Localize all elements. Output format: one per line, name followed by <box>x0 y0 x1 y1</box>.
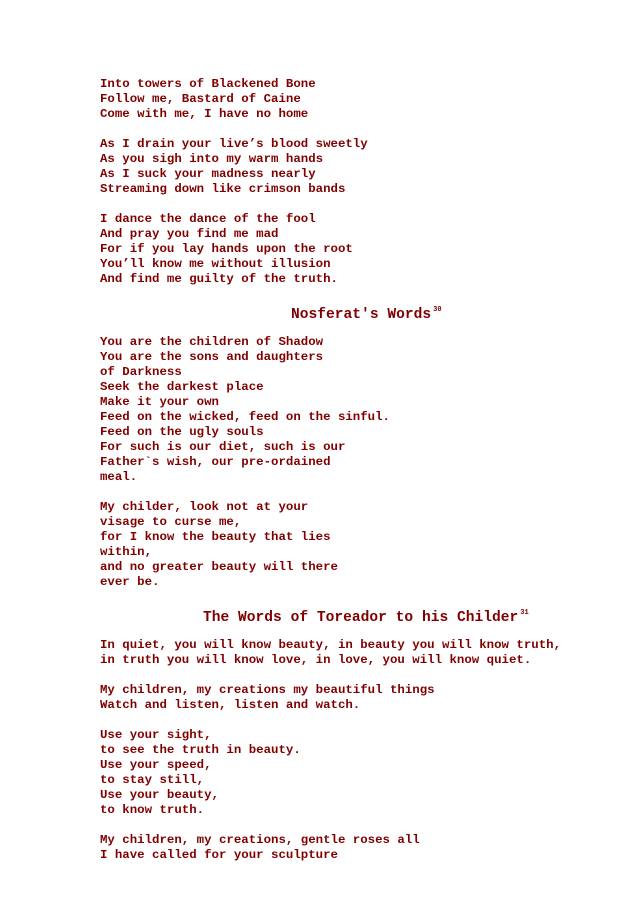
poem-line: Use your sight, <box>100 728 212 742</box>
poem-line: Follow me, Bastard of Caine <box>100 92 301 106</box>
poem-line: within, <box>100 545 153 559</box>
poem-line: For if you lay hands upon the root <box>100 242 353 256</box>
poem-line: Father`s wish, our pre-ordained <box>100 455 331 469</box>
poem-line: Streaming down like crimson bands <box>100 182 346 196</box>
poem-line: in truth you will know love, in love, you will know quiet. <box>100 653 532 667</box>
poem-line: For such is our diet, such is our <box>100 440 346 454</box>
poem-line: In quiet, you will know beauty, in beauty you will know truth, <box>100 638 562 652</box>
section-heading <box>291 301 442 324</box>
poem-line: And pray you find me mad <box>100 227 279 241</box>
poem-line: to see the truth in beauty. <box>100 743 301 757</box>
poem-line: Into towers of Blackened Bone <box>100 77 316 91</box>
poem-line: Use your beauty, <box>100 788 219 802</box>
poem-line: for I know the beauty that lies <box>100 530 331 544</box>
poem-line: Feed on the wicked, feed on the sinful. <box>100 410 390 424</box>
poem-line: My children, my creations my beautiful things <box>100 683 435 697</box>
poem-line: And find me guilty of the truth. <box>100 272 338 286</box>
poem-line: Make it your own <box>100 395 219 409</box>
poem-line: You are the children of Shadow <box>100 335 324 349</box>
poem-line: Feed on the ugly souls <box>100 425 264 439</box>
poem-line: ever be. <box>100 575 160 589</box>
poem-line: Watch and listen, listen and watch. <box>100 698 361 712</box>
poem-line: Come with me, I have no home <box>100 107 309 121</box>
poem-line: You are the sons and daughters <box>100 350 324 364</box>
poem-line: of Darkness <box>100 365 182 379</box>
heading-text: Nosferat's Words <box>291 307 432 323</box>
poem-line: My children, my creations, gentle roses all <box>100 833 420 847</box>
heading-text: The Words of Toreador to his Childer <box>203 610 519 626</box>
poem-line: Use your speed, <box>100 758 212 772</box>
poem-line: My childer, look not at your <box>100 500 309 514</box>
poem-line: Seek the darkest place <box>100 380 264 394</box>
poem-line: I have called for your sculpture <box>100 848 338 862</box>
poem-line: As you sigh into my warm hands <box>100 152 324 166</box>
poem-line: and no greater beauty will there <box>100 560 338 574</box>
section-heading <box>203 604 529 627</box>
poem-line: to stay still, <box>100 773 205 787</box>
poem-line: to know truth. <box>100 803 205 817</box>
footnote-marker: 30 <box>433 306 442 314</box>
poem-line: As I suck your madness nearly <box>100 167 316 181</box>
poem-line: meal. <box>100 470 138 484</box>
poem-line: As I drain your live’s blood sweetly <box>100 137 368 151</box>
poem-line: visage to curse me, <box>100 515 242 529</box>
poem-line: I dance the dance of the fool <box>100 212 316 226</box>
poem-line: You’ll know me without illusion <box>100 257 331 271</box>
footnote-marker: 31 <box>520 609 529 617</box>
